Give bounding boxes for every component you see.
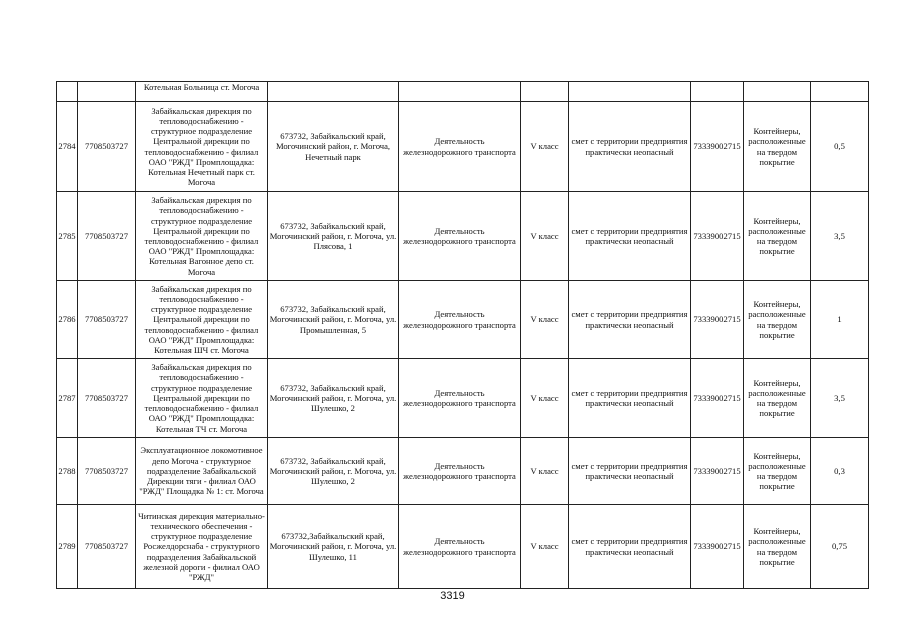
cell-name: Забайкальская дирекция по тепловодоснабжению - структурное подразделение Центральной дирекции по тепловодоснабжению - филиал ОАО "РЖД" Промплощадка: Котельная ТЧ ст. Могоча <box>136 359 268 438</box>
cell-no: 2784 <box>57 102 78 192</box>
cell-waste: смет с территории предприятия практически неопасный <box>569 438 691 505</box>
cell-value <box>811 82 869 102</box>
cell-address: 673732, Забайкальский край, Могочинский район, г. Могоча, ул. Шулешко, 2 <box>268 359 399 438</box>
cell-code: 73339002715 <box>691 438 744 505</box>
cell-class: V класс <box>521 359 569 438</box>
cell-class: V класс <box>521 192 569 281</box>
cell-value: 0,3 <box>811 438 869 505</box>
cell-name: Читинская дирекция материально-технического обеспечения - структурное подразделение Росжелдорснаба - структурного подразделения Забайкальской железной дороги - филиал ОАО "РЖД" <box>136 505 268 589</box>
cell-waste <box>569 82 691 102</box>
cell-name: Забайкальская дирекция по тепловодоснабжению - структурное подразделение Центральной дирекции по тепловодоснабжению - филиал ОАО "РЖД" Промплощадка: Котельная ШЧ ст. Могоча <box>136 281 268 359</box>
cell-waste: смет с территории предприятия практически неопасный <box>569 281 691 359</box>
cell-class <box>521 82 569 102</box>
cell-storage: Контейнеры, расположенные на твердом покрытие <box>744 505 811 589</box>
cell-address: 673732, Забайкальский край, Могочинский район, г. Могоча, Нечетный парк <box>268 102 399 192</box>
cell-waste: смет с территории предприятия практически неопасный <box>569 505 691 589</box>
cell-code: 73339002715 <box>691 281 744 359</box>
cell-storage: Контейнеры, расположенные на твердом покрытие <box>744 281 811 359</box>
cell-address: 673732, Забайкальский край, Могочинский район, г. Могоча, ул. Промышленная, 5 <box>268 281 399 359</box>
cell-inn: 7708503727 <box>78 192 136 281</box>
cell-code <box>691 82 744 102</box>
cell-inn <box>78 82 136 102</box>
page-number: 3319 <box>440 590 465 602</box>
cell-activity: Деятельность железнодорожного транспорта <box>399 281 521 359</box>
cell-waste: смет с территории предприятия практически неопасный <box>569 102 691 192</box>
cell-value: 3,5 <box>811 359 869 438</box>
cell-storage: Контейнеры, расположенные на твердом покрытие <box>744 102 811 192</box>
cell-address: 673732, Забайкальский край, Могочинский район, г. Могоча, ул. Плясова, 1 <box>268 192 399 281</box>
cell-inn: 7708503727 <box>78 359 136 438</box>
cell-class: V класс <box>521 102 569 192</box>
cell-inn: 7708503727 <box>78 438 136 505</box>
cell-no: 2786 <box>57 281 78 359</box>
cell-address: 673732,Забайкальский край, Могочинский район, г. Могоча, ул. Шулешко, 11 <box>268 505 399 589</box>
cell-code: 73339002715 <box>691 102 744 192</box>
cell-activity: Деятельность железнодорожного транспорта <box>399 359 521 438</box>
cell-class: V класс <box>521 438 569 505</box>
cell-address: 673732, Забайкальский край, Могочинский район, г. Могоча, ул. Шулешко, 2 <box>268 438 399 505</box>
table-row <box>57 102 869 192</box>
cell-no: 2785 <box>57 192 78 281</box>
cell-no: 2789 <box>57 505 78 589</box>
cell-value: 1 <box>811 281 869 359</box>
table-row <box>57 505 869 589</box>
cell-code: 73339002715 <box>691 505 744 589</box>
cell-no: 2787 <box>57 359 78 438</box>
cell-inn: 7708503727 <box>78 505 136 589</box>
table-row-continuation <box>57 82 869 102</box>
cell-storage: Контейнеры, расположенные на твердом покрытие <box>744 438 811 505</box>
cell-storage: Контейнеры, расположенные на твердом покрытие <box>744 192 811 281</box>
cell-waste: смет с территории предприятия практически неопасный <box>569 192 691 281</box>
cell-waste: смет с территории предприятия практически неопасный <box>569 359 691 438</box>
cell-code: 73339002715 <box>691 192 744 281</box>
cell-value: 3,5 <box>811 192 869 281</box>
cell-inn: 7708503727 <box>78 281 136 359</box>
cell-value: 0,5 <box>811 102 869 192</box>
cell-class: V класс <box>521 505 569 589</box>
table-row <box>57 281 869 359</box>
cell-name: Забайкальская дирекция по тепловодоснабжению - структурное подразделение Центральной дирекции по тепловодоснабжению - филиал ОАО "РЖД" Промплощадка: Котельная Вагонное депо ст. Могоча <box>136 192 268 281</box>
cell-activity: Деятельность железнодорожного транспорта <box>399 102 521 192</box>
cell-activity: Деятельность железнодорожного транспорта <box>399 192 521 281</box>
table-row <box>57 192 869 281</box>
table-row <box>57 438 869 505</box>
cell-activity <box>399 82 521 102</box>
waste-registry-table <box>56 81 869 589</box>
cell-code: 73339002715 <box>691 359 744 438</box>
cell-storage <box>744 82 811 102</box>
cell-value: 0,75 <box>811 505 869 589</box>
cell-no: 2788 <box>57 438 78 505</box>
cell-inn: 7708503727 <box>78 102 136 192</box>
cell-name: Котельная Больница ст. Могоча <box>136 82 268 102</box>
cell-activity: Деятельность железнодорожного транспорта <box>399 438 521 505</box>
cell-address <box>268 82 399 102</box>
cell-storage: Контейнеры, расположенные на твердом покрытие <box>744 359 811 438</box>
cell-class: V класс <box>521 281 569 359</box>
table-body <box>57 82 869 589</box>
cell-name: Забайкальская дирекция по тепловодоснабжению - структурное подразделение Центральной дирекции по тепловодоснабжению - филиал ОАО "РЖД" Промплощадка: Котельная Нечетный парк ст. Могоча <box>136 102 268 192</box>
cell-name: Эксплуатационное локомотивное депо Могоча - структурное подразделение Забайкальской Дирекции тяги - филиал ОАО "РЖД" Площадка № 1: ст. Могоча <box>136 438 268 505</box>
cell-no <box>57 82 78 102</box>
cell-activity: Деятельность железнодорожного транспорта <box>399 505 521 589</box>
table-row <box>57 359 869 438</box>
